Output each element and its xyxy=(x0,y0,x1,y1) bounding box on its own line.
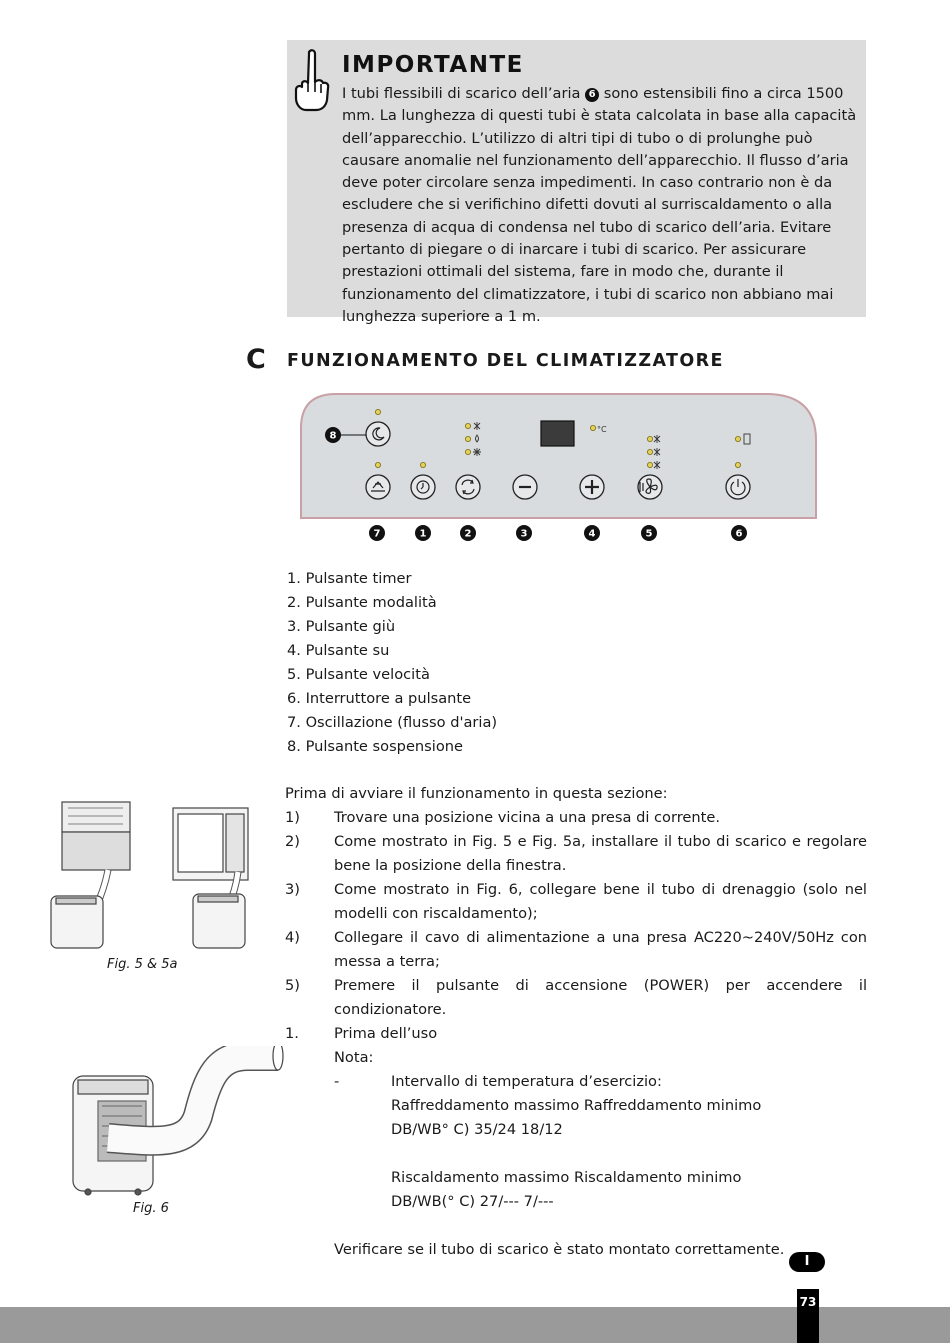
page-number: 73 xyxy=(799,1295,817,1309)
step-3 xyxy=(285,878,867,926)
important-text-part2: sono estensibili fino a circa 1500 mm. La lunghezza di questi tubi è stata calcolata in base alla capacità dell’apparecchio. L’utilizzo di altri tipi di tubo o di prolunghe può causare anomalie nel funzionamento dell’apparecchio. Il flusso d’aria deve poter circolare senza impedimenti. In caso contrario non è da escludere che si verifichino difetti dovuti al surriscaldamento o alla presenza di acqua di condensa nel tubo di scarico dell’aria. Evitare pertanto di piegare o di inarcare i tubi di scarico. Per assicurare prestazioni ottimali del sistema, fare in modo che, durante il funzionamento del climatizzatore, i tubi di scarico non abbiano mai lunghezza superiore a 1 m. xyxy=(342,85,857,325)
callout-number-1: 1 xyxy=(419,528,427,540)
before-use-number: 1. xyxy=(285,1025,299,1042)
step-text: Premere il pulsante di accensione (POWER) per accendere il condizionatore. xyxy=(334,977,867,1018)
callout-number-5: 5 xyxy=(645,528,653,540)
figure-6-caption: Fig. 6 xyxy=(133,1201,169,1216)
mode-button[interactable] xyxy=(456,475,480,499)
step-4 xyxy=(285,926,867,974)
step-2 xyxy=(285,830,867,878)
swing-button[interactable] xyxy=(366,475,390,499)
button-legend-list xyxy=(287,567,497,759)
list-item: 3. Pulsante giù xyxy=(287,618,396,635)
intro-text: Prima di avviare il funzionamento in questa sezione: xyxy=(285,785,668,802)
callout-number-4: 4 xyxy=(588,528,596,540)
list-item: 5. Pulsante velocità xyxy=(287,666,430,683)
callout-number-6: 6 xyxy=(735,528,743,540)
temp-range-line: Raffreddamento massimo Raffreddamento minimo xyxy=(391,1097,762,1114)
step-text: Collegare il cavo di alimentazione a una presa AC220~240V/50Hz con messa a terra; xyxy=(334,929,867,970)
important-text xyxy=(342,83,860,328)
temperature-display xyxy=(541,421,574,446)
temp-range-line: DB/WB(° C) 27/--- 7/--- xyxy=(391,1193,554,1210)
callout-number-3: 3 xyxy=(520,528,528,540)
temp-range-line: Riscaldamento massimo Riscaldamento minimo xyxy=(391,1169,742,1186)
important-text-part1: I tubi flessibili di scarico dell’aria xyxy=(342,85,586,102)
check-hose-text: Verificare se il tubo di scarico è stato montato correttamente. xyxy=(334,1241,785,1258)
callout-badge-6: 6 xyxy=(585,88,599,102)
figure-5-caption: Fig. 5 & 5a xyxy=(107,957,178,972)
sleep-button[interactable] xyxy=(366,422,390,446)
temp-range-line: Intervallo di temperatura d’esercizio: xyxy=(391,1073,662,1090)
celsius-label: °C xyxy=(597,425,607,434)
step-number: 5) xyxy=(285,977,300,994)
list-item: 7. Oscillazione (flusso d'aria) xyxy=(287,714,498,731)
nota-label: Nota: xyxy=(334,1049,374,1066)
step-5 xyxy=(285,974,867,1018)
figure-6-drain-hose xyxy=(68,1046,293,1198)
step-text: Come mostrato in Fig. 6, collegare bene il tubo di drenaggio (solo nel modelli con riscaldamento); xyxy=(334,881,867,922)
callout-number-8: 8 xyxy=(329,430,337,442)
list-item: 2. Pulsante modalità xyxy=(287,594,437,611)
figure-5-window-installation xyxy=(48,798,263,953)
bullet-dash: - xyxy=(334,1073,340,1090)
list-item: 6. Interruttore a pulsante xyxy=(287,690,472,707)
callout-number-2: 2 xyxy=(464,528,472,540)
step-number: 1) xyxy=(285,809,300,826)
temp-range-line: DB/WB° C) 35/24 18/12 xyxy=(391,1121,563,1138)
before-use-title: Prima dell’uso xyxy=(334,1025,438,1042)
section-title: FUNZIONAMENTO DEL CLIMATIZZATORE xyxy=(287,351,724,371)
step-number: 3) xyxy=(285,881,300,898)
step-number: 2) xyxy=(285,833,300,850)
pointing-hand-icon xyxy=(292,48,330,114)
control-panel-diagram xyxy=(296,390,822,550)
list-item: 8. Pulsante sospensione xyxy=(287,738,463,755)
section-letter: C xyxy=(246,344,266,375)
language-badge: I xyxy=(789,1252,825,1272)
important-title: IMPORTANTE xyxy=(342,52,524,78)
callout-number-7: 7 xyxy=(373,528,381,540)
step-number: 4) xyxy=(285,929,300,946)
step-text: Trovare una posizione vicina a una presa di corrente. xyxy=(334,809,720,826)
step-text: Come mostrato in Fig. 5 e Fig. 5a, installare il tubo di scarico e regolare bene la posizione della finestra. xyxy=(334,833,867,874)
list-item: 1. Pulsante timer xyxy=(287,570,412,587)
step-1 xyxy=(285,806,867,830)
list-item: 4. Pulsante su xyxy=(287,642,390,659)
